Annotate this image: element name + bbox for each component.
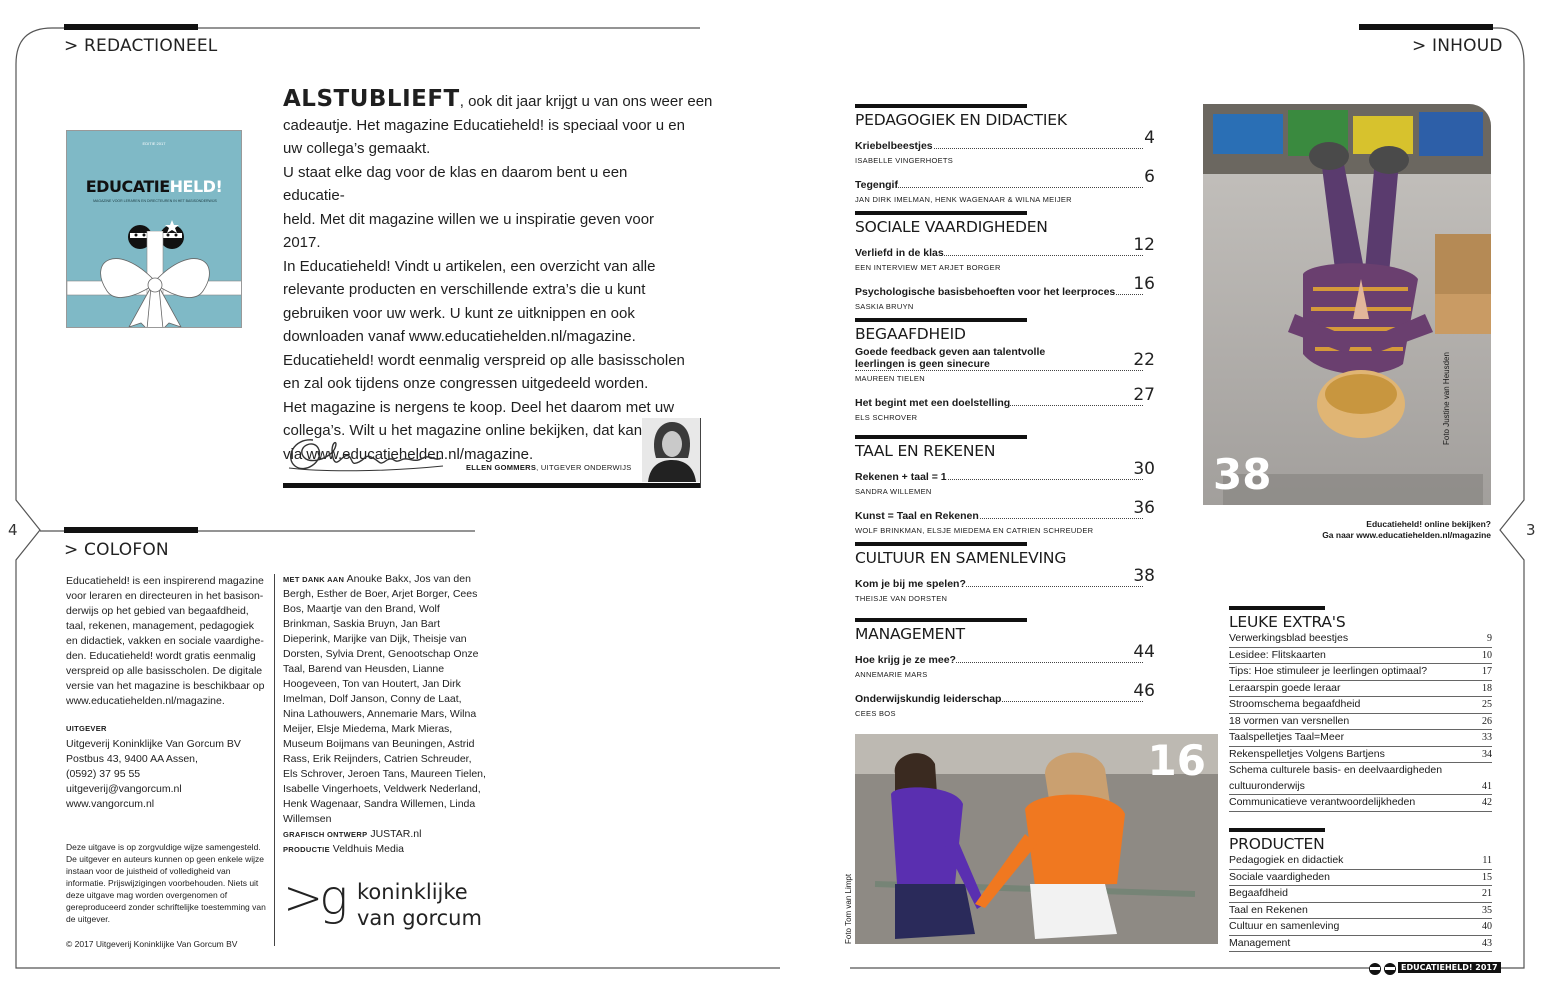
signature-caption: [466, 463, 632, 472]
editorial-line-1: cadeautje. Het magazine Educatieheld! is speciaal voor u en: [283, 116, 685, 134]
toc-item[interactable]: [855, 274, 1155, 311]
toc-item-title: Psychologische basisbehoeften voor het leerproces: [855, 286, 1116, 298]
toc-item-page: 27: [1133, 385, 1155, 405]
signature-bar: [283, 483, 700, 488]
extras-item-page: 34: [1482, 748, 1492, 760]
toc-section-bar: [855, 542, 1027, 546]
extras-item[interactable]: [1229, 664, 1492, 681]
online-note-prefix: Ga naar: [1322, 530, 1357, 540]
signature-name: ELLEN GOMMERS: [466, 463, 537, 472]
editorial: [283, 86, 713, 466]
toc-item[interactable]: [855, 459, 1155, 496]
production-value: Veldhuis Media: [332, 843, 405, 855]
toc-item[interactable]: [855, 498, 1155, 535]
products-item[interactable]: [1229, 936, 1492, 953]
extras-item-label: Rekenspelletjes Volgens Bartjens: [1229, 747, 1385, 760]
products-item-label: Management: [1229, 936, 1291, 949]
extras-item-page: 17: [1482, 666, 1492, 677]
extras-item-page: 42: [1482, 797, 1492, 808]
publisher-line-0: Uitgeverij Koninklijke Van Gorcum BV: [66, 738, 241, 750]
design-label: GRAFISCH ONTWERP: [283, 830, 368, 839]
right-page-number: 3: [1526, 521, 1536, 539]
photo-bottom-credit: Foto Tom van Limpt: [844, 873, 853, 944]
thanks-text: Anouke Bakx, Jos van den Bergh, Esther de Boer, Arjet Borger, Cees Bos, Maartje van den Brand, Wolf Brinkman, Saskia Bruyn, Jan Bart Dieperink, Marijke van Dijk, Theisje van Dorsten, Sylvia Drent, Genootschap Onze Taal, Barend van Heusden, Lianne Hoogeveen, Ton van Houtert, Jan Dirk Imelman, Dolf Janson, Conny de Laat, Nina Lathouwers, Annemarie Mars, Wilna Meijer, Elsje Miedema, Mark Mieras, Museum Boijmans van Beuningen, Astrid Rass, Erik Reijnders, Catrien Schreuder, Els Schrover, Jeroen Tans, Maureen Tielen, Isabelle Vingerhoets, Veldwerk Nederland, Henk Wagenaar, Sandra Willemen, Linda Willemsen: [283, 573, 486, 825]
toc-item-author: THEISJE VAN DORSTEN: [855, 594, 948, 603]
logo-line-2: van gorcum: [357, 906, 482, 930]
extras-item-page: 18: [1482, 682, 1492, 694]
extras-item-page: 41: [1482, 780, 1492, 792]
photo-bottom-number: 16: [1147, 736, 1206, 785]
publisher-line-4: www.vangorcum.nl: [66, 798, 155, 810]
editorial-line-7: gebruiken voor uw werk. U kunt ze uitknippen en ook: [283, 304, 635, 322]
toc-section-begaafdheid: [855, 318, 1155, 422]
extras-list: [1229, 606, 1492, 812]
toc-item-title: Kom je bij me spelen?: [855, 578, 966, 590]
extras-item[interactable]: [1229, 697, 1492, 714]
online-note-line2: [1270, 530, 1491, 541]
colofon-divider: [274, 574, 275, 946]
toc-item[interactable]: [855, 128, 1155, 165]
extras-item-page: 26: [1482, 715, 1492, 727]
toc-section-sociale: [855, 211, 1155, 311]
colofon-publisher: [66, 724, 271, 812]
photo-top-number: 38: [1213, 450, 1272, 499]
toc-dotted-leader: [855, 187, 1143, 188]
toc-item-page: 46: [1133, 681, 1155, 701]
footer-brand: [1368, 960, 1498, 976]
extras-bar: [1229, 606, 1325, 610]
design-value: JUSTAR.nl: [370, 828, 422, 840]
products-title: PRODUCTEN: [1229, 835, 1325, 853]
toc-item-title: Onderwijskundig leiderschap: [855, 693, 1002, 705]
toc-item-author: CEES BOS: [855, 709, 896, 718]
extras-item-label: Verwerkingsblad beestjes: [1229, 632, 1349, 644]
toc-item-page: 16: [1133, 274, 1155, 294]
toc-item[interactable]: [855, 235, 1155, 272]
products-bar: [1229, 828, 1325, 832]
signature-block: [283, 418, 701, 488]
editorial-line-12: collega’s. Wilt u het magazine online bekijken, dat kan: [283, 422, 643, 439]
toc-section-title: SOCIALE VAARDIGHEDEN: [855, 218, 1048, 236]
toc-item-author: JAN DIRK IMELMAN, HENK WAGENAAR & WILNA MEIJER: [855, 195, 1072, 204]
products-item[interactable]: [1229, 870, 1492, 887]
footer-brand-text: EDUCATIEHELD! 2017: [1398, 962, 1501, 973]
editorial-line-2: uw collega’s gemaakt.: [283, 140, 431, 157]
toc-section-title: TAAL EN REKENEN: [855, 442, 996, 460]
extras-item-label: Leraarspin goede leraar: [1229, 681, 1341, 694]
editorial-line-5: In Educatieheld! Vindt u artikelen, een overzicht van alle: [283, 257, 656, 275]
toc-section-bar: [855, 318, 1027, 322]
toc-dotted-leader: [855, 370, 1143, 371]
inhoud-label: > INHOUD: [1412, 36, 1503, 56]
extras-item[interactable]: [1229, 763, 1492, 795]
online-note-line1: Educatieheld! online bekijken?: [1366, 519, 1491, 529]
toc-item-page: 4: [1144, 128, 1155, 148]
editorial-line-8: downloaden vanaf www.educatiehelden.nl/magazine.: [283, 328, 636, 345]
redactioneel-label: > REDACTIONEEL: [64, 36, 218, 56]
production-label: PRODUCTIE: [283, 845, 330, 854]
colofon-disclaimer: Deze uitgave is op zorgvuldige wijze samengesteld. De uitgever en auteurs kunnen op geen enkele wijze instaan voor de juistheid of volledigheid van informatie. Prijswijzigingen voorbehouden. Niets uit deze uitgave mag worden overgenomen of gereproduceerd zonder schriftelijke toestemming van de uitgever.: [66, 842, 266, 924]
extras-item-label: Stroomschema begaafdheid: [1229, 698, 1361, 710]
cover-edition: EDITIE 2017: [142, 141, 166, 146]
toc-item-author: ANNEMARIE MARS: [855, 670, 928, 679]
colofon-thanks: [283, 572, 486, 857]
toc-section-pedagogiek: [855, 104, 1155, 204]
products-item-page: 35: [1482, 904, 1492, 916]
products-item-label: Begaafdheid: [1229, 887, 1288, 899]
products-item-label: Sociale vaardigheden: [1229, 870, 1330, 883]
toc-item[interactable]: [855, 681, 1155, 718]
cover-title-b: HELD!: [169, 177, 223, 196]
photo-top-credit: Foto Justine van Heusden: [1442, 352, 1451, 445]
toc-section-bar: [855, 435, 1027, 439]
signature-role: , UITGEVER ONDERWIJS: [536, 463, 632, 472]
toc-section-cultuur: [855, 542, 1155, 603]
products-item[interactable]: [1229, 903, 1492, 920]
toc-item-title: Kunst = Taal en Rekenen: [855, 510, 979, 522]
products-list: [1229, 828, 1492, 952]
toc-section-bar: [855, 211, 1027, 215]
author-portrait: [642, 418, 700, 482]
products-item-label: Pedagogiek en didactiek: [1229, 854, 1344, 866]
toc-item-author: EEN INTERVIEW MET ARJET BORGER: [855, 263, 1001, 272]
products-item-page: 40: [1482, 921, 1492, 932]
publisher-line-2: (0592) 37 95 55: [66, 768, 141, 780]
extras-item-page: 9: [1487, 633, 1492, 644]
toc-item-author: SANDRA WILLEMEN: [855, 487, 932, 496]
toc-item-page: 6: [1144, 167, 1155, 187]
cover-title-a: EDUCATIE: [85, 177, 170, 196]
publisher-line-3: uitgeverij@vangorcum.nl: [66, 783, 182, 795]
products-item-page: 43: [1482, 937, 1492, 949]
toc-item[interactable]: [855, 642, 1155, 679]
footer-heroes-icon: [1368, 960, 1398, 976]
extras-title: LEUKE EXTRA'S: [1229, 613, 1346, 631]
thanks-label: MET DANK AAN: [283, 575, 345, 584]
toc-item-page: 44: [1133, 642, 1155, 662]
extras-item-page: 25: [1482, 699, 1492, 710]
extras-item-label: 18 vormen van versnellen: [1229, 714, 1350, 727]
toc-item-title: Kriebelbeestjes: [855, 140, 933, 152]
products-item-label: Cultuur en samenleving: [1229, 920, 1340, 932]
toc-item-title: Goede feedback geven aan talentvolle leerlingen is geen sinecure: [855, 346, 1065, 370]
extras-item-label: Schema culturele basis- en deelvaardigheden cultuuronderwijs: [1229, 764, 1443, 792]
left-page-number: 4: [8, 521, 18, 539]
toc-item-author: WOLF BRINKMAN, ELSJE MIEDEMA EN CATRIEN SCHREUDER: [855, 526, 1094, 535]
photo-bottom: [855, 734, 1218, 944]
logo-mark: >g: [283, 870, 345, 926]
logo-line-1: koninklijke: [357, 880, 468, 904]
editorial-line-3: U staat elke dag voor de klas en daarom bent u een educatie-: [283, 163, 628, 204]
editorial-line-11: Het magazine is nergens te koop. Deel het daarom met uw: [283, 398, 675, 416]
extras-item[interactable]: [1229, 714, 1492, 731]
magazine-cover: [66, 130, 242, 328]
extras-item-label: Communicatieve verantwoordelijkheden: [1229, 796, 1416, 808]
toc-section-management: [855, 618, 1155, 718]
editorial-line-0: , ook dit jaar krijgt u van ons weer een: [459, 93, 713, 110]
van-gorcum-logo: [283, 870, 493, 946]
toc-section-bar: [855, 104, 1027, 108]
editorial-line-6: relevante producten en verschillende extra’s die u kunt: [283, 281, 646, 298]
editorial-first-line: [283, 86, 713, 114]
extras-item-page: 33: [1482, 732, 1492, 743]
cover-title: [67, 177, 241, 196]
toc-item-author: ELS SCHROVER: [855, 413, 918, 422]
editorial-line-4: held. Met dit magazine willen we u inspiratie geven voor 2017.: [283, 210, 655, 251]
products-item-page: 15: [1482, 871, 1492, 883]
toc-section-title: PEDAGOGIEK EN DIDACTIEK: [855, 111, 1067, 129]
extras-item[interactable]: [1229, 730, 1492, 747]
toc-section-title: BEGAAFDHEID: [855, 325, 966, 343]
extras-item[interactable]: [1229, 747, 1492, 764]
online-note-url[interactable]: www.educatiehelden.nl/magazine: [1356, 530, 1491, 540]
extras-item[interactable]: [1229, 631, 1492, 648]
products-item-page: 21: [1482, 888, 1492, 899]
toc-item-title: Hoe krijg je ze mee?: [855, 654, 956, 666]
colofon-intro: Educatieheld! is een inspirerend magazine voor leraren en directeuren in het basison-derwijs op het gebied van begaafdheid, taal, rekenen, management, pedagogiek en didactiek, vakken en sociale vaardighe-den. Educatieheld! wordt gratis eenmalig verspreid op alle basisscholen. De digitale versie van het magazine is beschikbaar op www.educatiehelden.nl/magazine.: [66, 575, 265, 707]
toc-section-bar: [855, 618, 1027, 622]
toc-item-page: 12: [1133, 235, 1155, 255]
extras-item[interactable]: [1229, 648, 1492, 665]
toc-item-title: Tegengif: [855, 179, 898, 191]
cover-bow-ribbon: [67, 231, 242, 328]
toc-section-title: CULTUUR EN SAMENLEVING: [855, 549, 1067, 567]
toc-item-page: 38: [1133, 566, 1155, 586]
toc-item[interactable]: [855, 566, 1155, 603]
toc-item-author: ISABELLE VINGERHOETS: [855, 156, 954, 165]
publisher-label: UITGEVER: [66, 724, 107, 733]
editorial-lead: ALSTUBLIEFT: [283, 86, 460, 112]
editorial-line-10: en zal ook tijdens onze congressen uitgedeeld worden.: [283, 375, 649, 392]
toc-item[interactable]: [855, 346, 1155, 383]
toc-section-title: MANAGEMENT: [855, 625, 965, 643]
products-item[interactable]: [1229, 886, 1492, 903]
toc-item-title: Rekenen + taal = 1: [855, 471, 947, 483]
toc-section-taal-rekenen: [855, 435, 1155, 535]
toc-item[interactable]: [855, 167, 1155, 204]
toc-item-page: 36: [1133, 498, 1155, 518]
editorial-body: [283, 86, 713, 466]
extras-item-page: 10: [1482, 649, 1492, 661]
toc-item-title: Verliefd in de klas: [855, 247, 944, 259]
products-item[interactable]: [1229, 919, 1492, 936]
toc-item-page: 30: [1133, 459, 1155, 479]
extras-item-label: Tips: Hoe stimuleer je leerlingen optimaal?: [1229, 665, 1428, 677]
colofon-label: > COLOFON: [64, 540, 169, 560]
products-item[interactable]: [1229, 853, 1492, 870]
toc-item-author: SASKIA BRUYN: [855, 302, 914, 311]
extras-item-label: Taalspelletjes Taal=Meer: [1229, 731, 1345, 743]
handwritten-signature: [283, 428, 453, 476]
products-item-page: 11: [1482, 855, 1492, 866]
colofon-copyright: © 2017 Uitgeverij Koninklijke Van Gorcum BV: [66, 939, 238, 949]
toc-item[interactable]: [855, 385, 1155, 422]
toc-item-page: 22: [1133, 350, 1155, 370]
extras-item[interactable]: [1229, 795, 1492, 812]
editorial-line-13: via www.educatiehelden.nl/magazine.: [283, 445, 534, 463]
extras-item-label: Lesidee: Flitskaarten: [1229, 648, 1326, 661]
products-item-label: Taal en Rekenen: [1229, 903, 1308, 916]
cover-subtitle: MAGAZINE VOOR LERAREN EN DIRECTEUREN IN HET BASISONDERWIJS: [93, 199, 217, 203]
toc-item-title: Het begint met een doelstelling: [855, 397, 1011, 409]
publisher-line-1: Postbus 43, 9400 AA Assen,: [66, 753, 198, 765]
online-note: [1270, 519, 1491, 541]
editorial-line-9: Educatieheld! wordt eenmalig verspreid op alle basisscholen: [283, 351, 685, 369]
extras-item[interactable]: [1229, 681, 1492, 698]
toc-item-author: MAUREEN TIELEN: [855, 374, 925, 383]
